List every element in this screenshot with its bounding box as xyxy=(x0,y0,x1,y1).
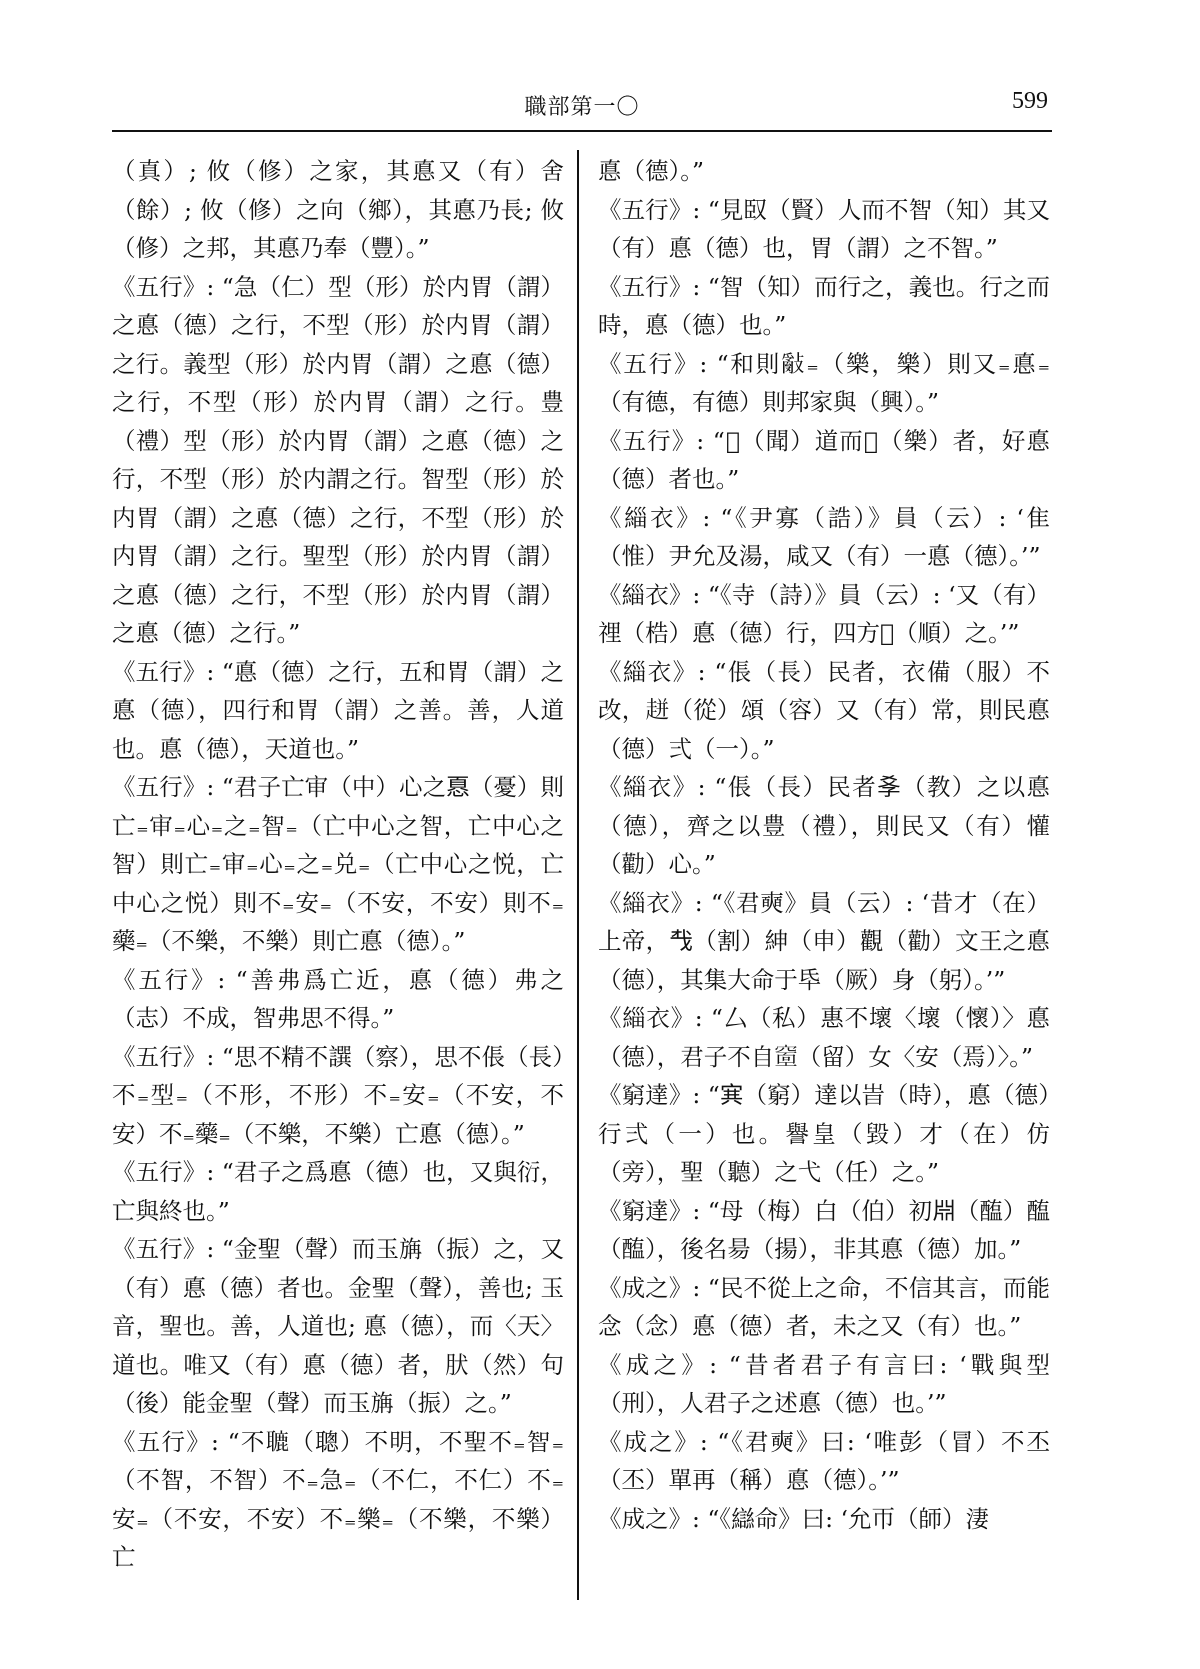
entry-paragraph: 《五行》: “君子亡审（中）心之𢝊（憂）則亡₌审₌心₌之₌智₌（亡中心之智，亡中心之智）則亡₌审₌心₌之₌兑₌（亡中心之悦，亡中心之悦）則不₌安₌（不安，不安）則不₌藥₌（不樂，不樂）則亡悳（德）。” xyxy=(112,773,564,955)
entry-paragraph: 《五行》: “不𦗓（聰）不明，不聖不₌智₌（不智，不智）不₌急₌（不仁，不仁）不₌安₌（不安，不安）不₌樂₌（不樂，不樂）亡 xyxy=(112,1427,564,1571)
running-title: 職部第一〇 xyxy=(524,95,640,120)
entry-paragraph: 《窮達》: “𡨄（窮）達以旹（時），悳（德）行弍（一）也。譽皇（毀）才（在）仿（旁），聖（聽）之弋（任）之。” xyxy=(598,1081,1050,1186)
entry-paragraph: 《緇衣》: “《尹寡（誥）》員（云）: ‘隹（惟）尹允及湯，咸又（有）一悳（德）。’” xyxy=(598,503,1050,570)
entry-paragraph: 《成之》: “《䜌命》曰: ‘允帀（師）淒 xyxy=(598,1504,990,1533)
entry-paragraph: 《緇衣》: “《君奭》員（云）: ‘昔才（在）上帝，𢦔（割）紳（申）觀（勸）文王之悳（德），其集大命于氒（厥）身（躬）。’” xyxy=(598,888,1050,994)
entry-paragraph: 《五行》: “善弗爲亡近，悳（德）弗之（志）不成，智弗思不得。” xyxy=(112,965,564,1032)
left-column xyxy=(112,152,564,1577)
entry-paragraph: 《五行》: “見臤（賢）人而不智（知）其又（有）悳（德）也，胃（謂）之不智。” xyxy=(598,195,1050,262)
entry-paragraph: 《五行》: “金聖（聲）而玉㫋（振）之，又（有）悳（德）者也。金聖（聲），善也; 玉音，聖也。善，人道也; 悳（德），而〈天〉道也。唯又（有）悳（德）者，肰（然）句（後）能金聖（聲）而玉㫋（振）之。” xyxy=(112,1235,564,1417)
column-divider xyxy=(577,150,579,1600)
page-header xyxy=(112,82,1052,132)
right-column xyxy=(598,152,1050,1538)
entry-paragraph: 《緇衣》: “倀（長）民者𡥈（教）之以悳（德），齊之以豊（禮），則民又（有）懽（勸）心。” xyxy=(598,773,1050,878)
entry-paragraph: 《緇衣》: “《寺（詩）》員（云）: ‘又（有）𥚃（梏）悳（德）行，四方𢚩（順）之。’” xyxy=(598,580,1050,647)
entry-paragraph: 《窮達》: “母（梅）白（伯）初𣶒（醢）醢（醢），後名昜（揚），非其悳（德）加。” xyxy=(598,1196,1050,1263)
entry-paragraph: （真）; 攸（修）之家，其悳又（有）舍（餘）; 攸（修）之向（鄉），其悳乃長; 攸（修）之邦，其悳乃奉（豐）。” xyxy=(112,157,564,262)
entry-paragraph: 《五行》: “悳（德）之行，五和胃（謂）之悳（德），四行和胃（謂）之善。善，人道也。悳（德），天道也。” xyxy=(112,657,564,763)
entry-paragraph: 《緇衣》: “厶（私）惠不壞〈壞（懷）〉悳（德），君子不自𥧘（留）女〈安（焉）〉。” xyxy=(598,1004,1050,1071)
entry-paragraph: 《成之》: “民不從上之命，不信其言，而能念（念）悳（德）者，未之又（有）也。” xyxy=(598,1273,1050,1340)
entry-paragraph: 《成之》: “昔者君子有言曰: ‘戰與型（刑），人君子之述悳（德）也。’” xyxy=(598,1350,1050,1417)
entry-paragraph: 《五行》: “君子之爲悳（德）也，又與衍，亡與終也。” xyxy=(112,1158,564,1225)
entry-paragraph: 《五行》: “急（仁）型（形）於内胃（謂）之悳（德）之行，不型（形）於内胃（謂）之行。義型（形）於内胃（謂）之悳（德）之行，不型（形）於内胃（謂）之行。豊（禮）型（形）於内胃（謂）之悳（德）之行，不型（形）於内謂之行。智型（形）於内胃（謂）之悳（德）之行，不型（形）於内胃（謂）之行。聖型（形）於内胃（謂）之悳（德）之行，不型（形）於内胃（謂）之悳（德）之行。” xyxy=(112,272,564,647)
entry-paragraph: 悳（德）。” xyxy=(598,157,705,185)
entry-paragraph: 《五行》: “智（知）而行之，義也。行之而時，悳（德）也。” xyxy=(598,272,1050,339)
entry-paragraph: 《緇衣》: “倀（長）民者，衣備（服）不改，𧻓（從）頌（容）又（有）常，則民悳（德）弍（一）。” xyxy=(598,657,1050,763)
entry-paragraph: 《五行》: “𦖞（聞）道而𢿢（樂）者，好悳（德）者也。” xyxy=(598,426,1050,493)
page-number: 599 xyxy=(1012,88,1048,114)
entry-paragraph: 《五行》: “和則𢿢₌（樂，樂）則又₌悳₌（有德，有德）則邦家與（興）。” xyxy=(598,349,1050,416)
entry-paragraph: 《五行》: “思不精不譔（察），思不倀（長）不₌型₌（不形，不形）不₌安₌（不安，不安）不₌藥₌（不樂，不樂）亡悳（德）。” xyxy=(112,1042,564,1148)
entry-paragraph: 《成之》: “《君奭》曰: ‘唯彭（冒）不丕（丕）單再（稱）悳（德）。’” xyxy=(598,1427,1050,1494)
